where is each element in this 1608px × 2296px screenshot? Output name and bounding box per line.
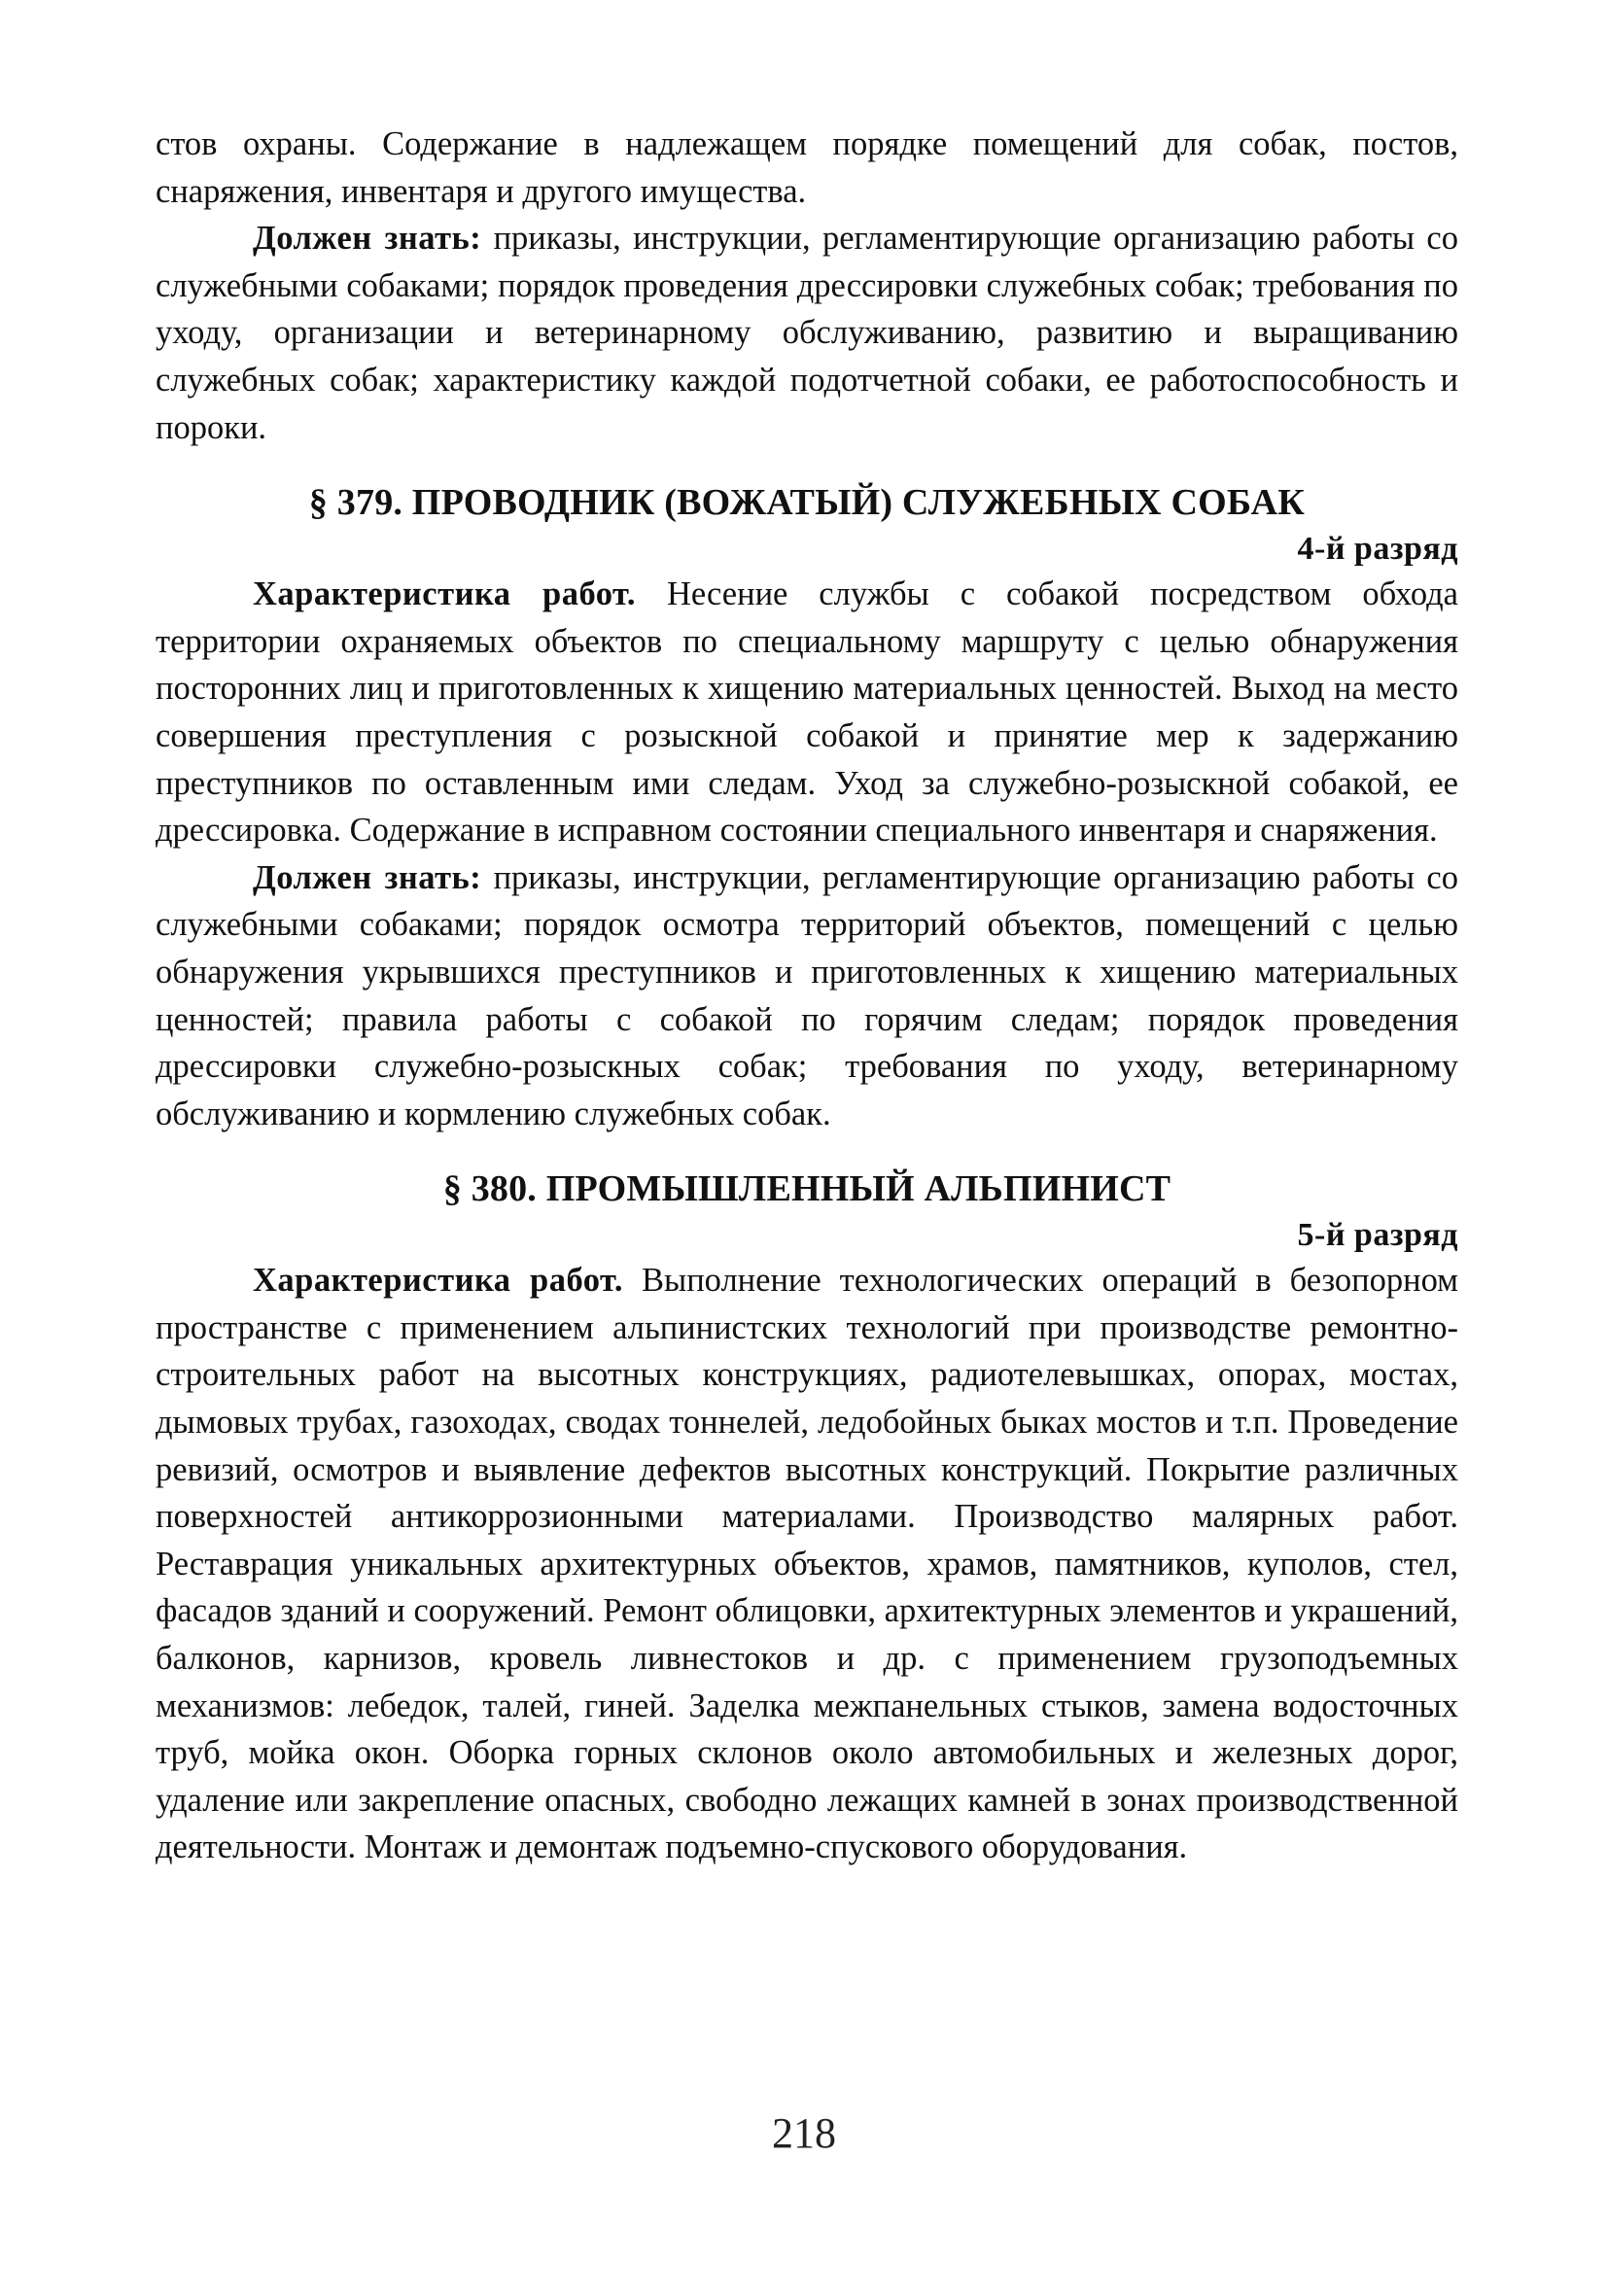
characteristics-text: Выполнение технологических операций в безопорном пространстве с применением альпинистских технологий при производстве ремонтно-строительных работ на высотных конструкциях, радиотелевышках, опорах, мостах, дымовых трубах, газоходах, сводах тоннелей, ледобойных быках мостов и т.п. Проведение ревизий, осмотров и выявление дефектов высотных конструкций. Покрытие различных поверхностей антикоррозионными материалами. Производство малярных работ. Реставрация уникальных архитектурных объектов, храмов, памятников, куполов, стел, фасадов зданий и сооружений. Ремонт облицовки, архитектурных элементов и украшений, балконов, карнизов, кровель ливнестоков и др. с применением грузоподъемных механизмов: лебедок, талей, гиней. Заделка межпанельных стыков, замена водосточных труб, мойка окон. Оборка горных склонов около автомобильных и железных дорог, удаление или закрепление опасных, свободно лежащих камней в зонах производственной деятельности. Монтаж и демонтаж подъемно-спускового оборудования. <box>156 1262 1458 1866</box>
section-379-must-know <box>156 854 1458 1138</box>
document-page <box>156 121 1458 1871</box>
section-380-characteristics <box>156 1257 1458 1871</box>
section-379-characteristics <box>156 571 1458 854</box>
must-know-text: приказы, инструкции, регламентирующие организацию работы со служебными собаками; порядок проведения дрессировки служебных собак; требования по уходу, организации и ветеринарному обслуживанию, развитию и выращиванию служебных собак; характеристику каждой подотчетной собаки, ее работоспособность и пороки. <box>156 220 1458 446</box>
section-380-rank: 5-й разряд <box>1297 1217 1458 1254</box>
must-know-text: приказы, инструкции, регламентирующие организацию работы со служебными собаками; порядок осмотра территорий объектов, помещений с целью обнаружения укрывшихся преступников и приготовленных к хищению материальных ценностей; правила работы с собакой по горячим следам; порядок проведения дрессировки служебно-розыскных собак; требования по уходу, ветеринарному обслуживанию и кормлению служебных собак. <box>156 858 1458 1132</box>
characteristics-text: Несение службы с собакой посредством обхода территории охраняемых объектов по специальному маршруту с целью обнаружения посторонних лиц и приготовленных к хищению материальных ценностей. Выход на место совершения преступления с розыскной собакой и принятие мер к задержанию преступников по оставленным ими следам. Уход за служебно-розыскной собакой, ее дрессировка. Содержание в исправном состоянии специального инвентаря и снаряжения. <box>156 575 1458 850</box>
section-gap <box>156 451 1458 477</box>
intro-paragraph <box>156 121 1458 215</box>
characteristics-lead: Характеристика работ. <box>253 1262 624 1300</box>
must-know-lead: Должен знать: <box>253 220 482 258</box>
intro-text: стов охраны. Содержание в надлежащем порядке помещений для собак, постов, снаряжения, инвентаря и другого имущества. <box>156 125 1458 210</box>
section-gap <box>156 1137 1458 1164</box>
must-know-lead: Должен знать: <box>253 858 482 896</box>
section-379-rank: 4-й разряд <box>1297 531 1458 568</box>
characteristics-lead: Характеристика работ. <box>253 575 637 613</box>
page-number: 218 <box>772 2109 836 2157</box>
section-380-title: § 380. ПРОМЫШЛЕННЫЙ АЛЬПИНИСТ <box>442 1168 1171 1210</box>
intro-must-know-paragraph <box>156 215 1458 451</box>
section-379-title: § 379. ПРОВОДНИК (ВОЖАТЫЙ) СЛУЖЕБНЫХ СОБАК <box>308 482 1306 524</box>
